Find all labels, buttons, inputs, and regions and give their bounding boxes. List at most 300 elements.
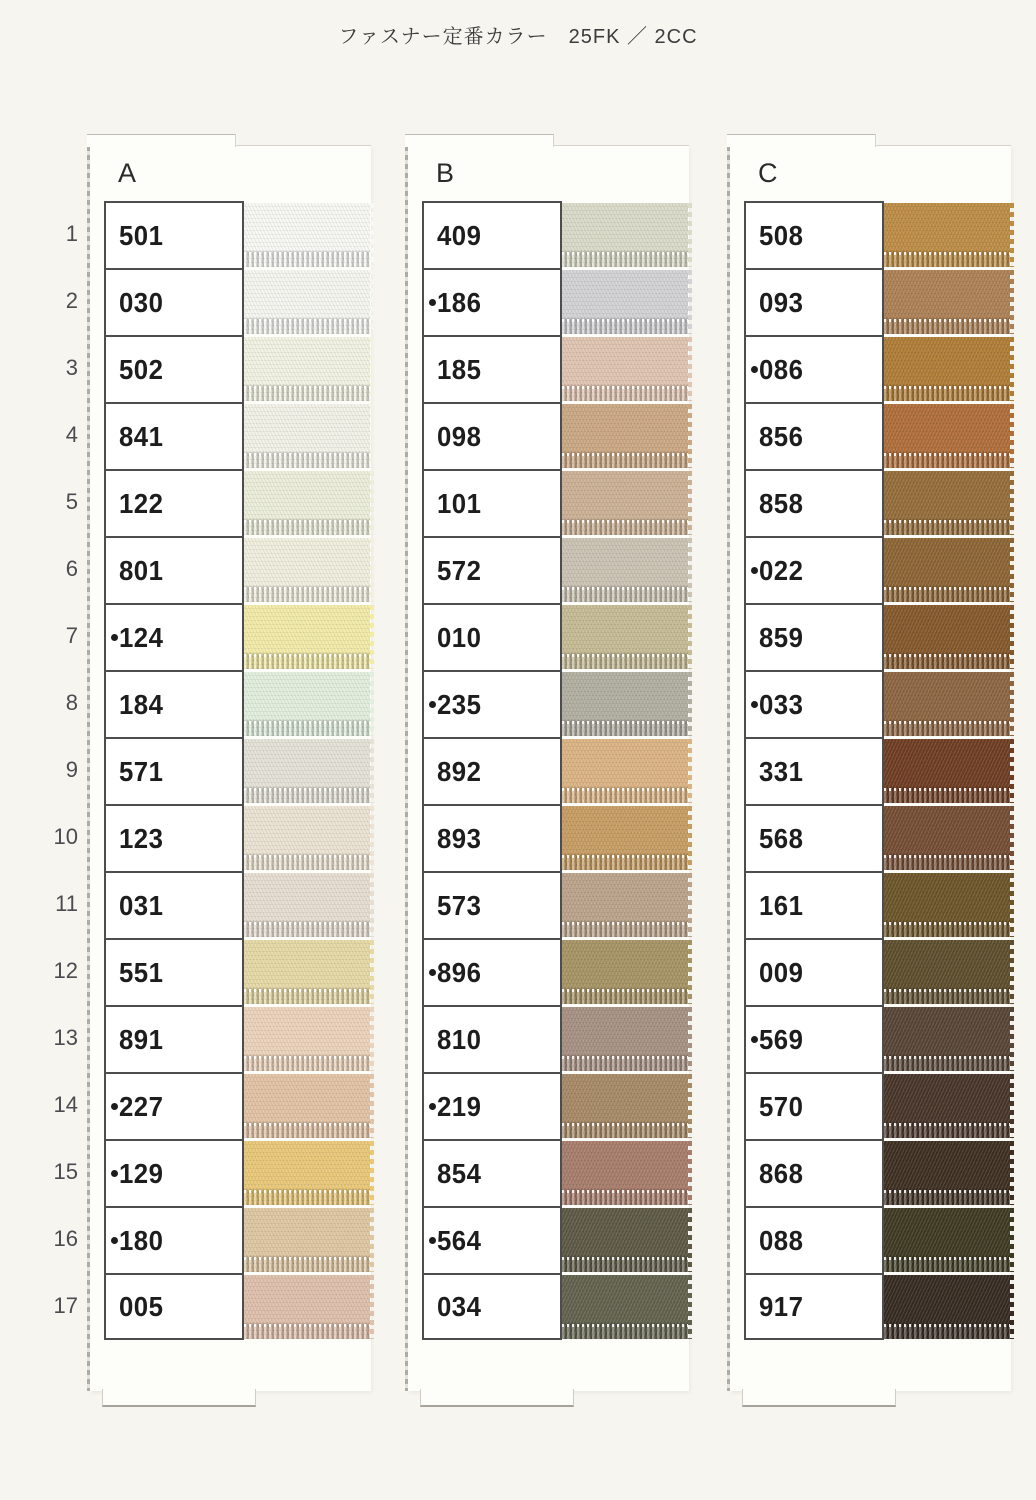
zipper-tape <box>884 940 1010 1004</box>
code-cell <box>744 402 884 469</box>
fabric-swatch <box>562 603 688 670</box>
swatch-row <box>422 536 688 603</box>
code-cell <box>422 938 562 1005</box>
color-code: 098 <box>437 420 482 452</box>
code-cell <box>744 1072 884 1139</box>
row-number: 8 <box>65 689 78 715</box>
fabric-swatch <box>562 536 688 603</box>
swatch-row <box>422 804 688 871</box>
card-bottom-tab <box>742 1389 896 1407</box>
dot-marker <box>751 567 758 574</box>
code-cell <box>422 469 562 536</box>
fabric-swatch <box>244 1139 370 1206</box>
row-number: 12 <box>53 957 78 983</box>
swatch-row <box>744 737 1010 804</box>
code-cell <box>422 1206 562 1273</box>
column-letter: B <box>436 158 455 188</box>
fabric-swatch <box>244 804 370 871</box>
code-cell <box>104 1072 244 1139</box>
fabric-swatch <box>244 1273 370 1340</box>
dot-marker <box>429 299 436 306</box>
fabric-swatch <box>562 201 688 268</box>
zipper-tape <box>884 1074 1010 1138</box>
code-cell <box>422 737 562 804</box>
color-code: 227 <box>119 1090 164 1122</box>
fabric-swatch <box>244 268 370 335</box>
swatch-row <box>744 1273 1010 1340</box>
zipper-tape <box>244 404 370 468</box>
code-cell <box>744 469 884 536</box>
swatch-row <box>422 201 688 268</box>
dot-marker <box>429 1237 436 1244</box>
color-code: 891 <box>119 1023 164 1055</box>
row-number: 5 <box>65 488 78 514</box>
color-code: 186 <box>437 286 482 318</box>
zipper-tape <box>884 1208 1010 1272</box>
swatch-row <box>422 335 688 402</box>
column-letter: C <box>758 158 778 188</box>
swatch-row <box>744 1206 1010 1273</box>
row-number: 16 <box>53 1225 78 1251</box>
row-number: 17 <box>53 1292 78 1318</box>
fabric-swatch <box>562 469 688 536</box>
zipper-tape <box>884 1007 1010 1071</box>
zipper-tape <box>884 1275 1010 1339</box>
code-cell <box>744 1273 884 1340</box>
color-code: 858 <box>759 487 804 519</box>
color-code: 124 <box>119 621 164 653</box>
zipper-tape <box>562 538 688 602</box>
swatch-row <box>744 670 1010 737</box>
swatch-row <box>422 1072 688 1139</box>
code-cell <box>422 536 562 603</box>
color-code: 161 <box>759 889 804 921</box>
color-code: 235 <box>437 688 482 720</box>
row-number: 4 <box>65 421 78 447</box>
swatch-row <box>104 402 370 469</box>
zipper-tape <box>244 337 370 401</box>
color-code: 570 <box>759 1090 804 1122</box>
row-number: 10 <box>53 823 78 849</box>
swatch-row <box>422 402 688 469</box>
color-code: 569 <box>759 1023 804 1055</box>
fabric-swatch <box>562 402 688 469</box>
fabric-swatch <box>562 1005 688 1072</box>
color-code: 093 <box>759 286 804 318</box>
row-number: 15 <box>53 1158 78 1184</box>
row-number: 14 <box>53 1091 78 1117</box>
color-code: 180 <box>119 1224 164 1256</box>
code-cell <box>104 469 244 536</box>
code-cell <box>104 1273 244 1340</box>
swatch-row <box>744 603 1010 670</box>
code-cell <box>104 871 244 938</box>
dot-marker <box>111 634 118 641</box>
fabric-swatch <box>884 1072 1010 1139</box>
zipper-tape <box>244 806 370 870</box>
fabric-swatch <box>884 871 1010 938</box>
fabric-swatch <box>884 402 1010 469</box>
code-cell <box>104 402 244 469</box>
swatch-row <box>422 737 688 804</box>
code-cell <box>744 737 884 804</box>
card-top-tab <box>727 134 876 147</box>
fabric-swatch <box>562 268 688 335</box>
swatch-row <box>104 1005 370 1072</box>
row-number: 11 <box>55 890 78 916</box>
color-code: 010 <box>437 621 482 653</box>
zipper-tape <box>244 1007 370 1071</box>
code-cell <box>422 1005 562 1072</box>
fabric-swatch <box>884 335 1010 402</box>
swatch-row <box>744 536 1010 603</box>
zipper-tape <box>884 806 1010 870</box>
sample-card-c <box>730 145 1011 1391</box>
fabric-swatch <box>244 1072 370 1139</box>
dot-marker <box>429 969 436 976</box>
code-cell <box>744 536 884 603</box>
sample-card-b <box>408 145 689 1391</box>
zipper-tape <box>244 1275 370 1339</box>
row-number: 7 <box>65 622 78 648</box>
swatch-row <box>422 603 688 670</box>
code-cell <box>422 1139 562 1206</box>
swatch-row <box>744 871 1010 938</box>
card-top-tab <box>87 134 236 147</box>
fabric-swatch <box>884 536 1010 603</box>
code-cell <box>422 268 562 335</box>
code-cell <box>104 1206 244 1273</box>
fabric-swatch <box>562 1139 688 1206</box>
swatch-row <box>104 335 370 402</box>
code-cell <box>104 1139 244 1206</box>
fabric-swatch <box>244 1206 370 1273</box>
fabric-swatch <box>244 402 370 469</box>
code-cell <box>104 603 244 670</box>
color-code: 810 <box>437 1023 482 1055</box>
fabric-swatch <box>884 938 1010 1005</box>
dot-marker <box>111 1237 118 1244</box>
code-cell <box>104 335 244 402</box>
swatch-row <box>744 1139 1010 1206</box>
color-code: 185 <box>437 353 482 385</box>
color-code: 801 <box>119 554 164 586</box>
dot-marker <box>751 366 758 373</box>
dot-marker <box>751 1036 758 1043</box>
color-code: 893 <box>437 822 482 854</box>
zipper-tape <box>244 672 370 736</box>
code-cell <box>104 268 244 335</box>
swatch-row <box>422 1273 688 1340</box>
color-code: 573 <box>437 889 482 921</box>
swatch-row <box>744 201 1010 268</box>
zipper-tape <box>244 270 370 334</box>
swatch-table <box>104 201 370 1340</box>
swatch-row <box>422 268 688 335</box>
code-cell <box>744 1139 884 1206</box>
fabric-swatch <box>244 536 370 603</box>
fabric-swatch <box>562 871 688 938</box>
row-number: 13 <box>53 1024 78 1050</box>
color-code: 409 <box>437 219 482 251</box>
color-code: 331 <box>759 755 804 787</box>
fabric-swatch <box>244 603 370 670</box>
fabric-swatch <box>562 938 688 1005</box>
swatch-row <box>104 670 370 737</box>
swatch-row <box>104 1206 370 1273</box>
swatch-row <box>104 536 370 603</box>
color-code: 009 <box>759 956 804 988</box>
code-cell <box>744 201 884 268</box>
code-cell <box>744 1206 884 1273</box>
swatch-row <box>744 1072 1010 1139</box>
zipper-tape <box>562 873 688 937</box>
swatch-row <box>104 603 370 670</box>
zipper-tape <box>884 605 1010 669</box>
zipper-tape <box>562 672 688 736</box>
code-cell <box>104 670 244 737</box>
code-cell <box>744 268 884 335</box>
zipper-tape <box>562 1141 688 1205</box>
zipper-tape <box>884 203 1010 267</box>
code-cell <box>104 737 244 804</box>
zipper-tape <box>884 739 1010 803</box>
fabric-swatch <box>244 201 370 268</box>
swatch-table <box>744 201 1010 1340</box>
swatch-row <box>422 469 688 536</box>
swatch-row <box>104 201 370 268</box>
color-code: 184 <box>119 688 164 720</box>
color-code: 005 <box>119 1290 164 1322</box>
swatch-row <box>104 1072 370 1139</box>
zipper-tape <box>562 806 688 870</box>
zipper-tape <box>884 672 1010 736</box>
fabric-swatch <box>884 670 1010 737</box>
zipper-tape <box>244 203 370 267</box>
color-code: 508 <box>759 219 804 251</box>
swatch-row <box>104 804 370 871</box>
code-cell <box>422 1072 562 1139</box>
color-code: 101 <box>437 487 482 519</box>
zipper-tape <box>884 538 1010 602</box>
color-code: 123 <box>119 822 164 854</box>
color-code: 122 <box>119 487 164 519</box>
row-number: 6 <box>65 555 78 581</box>
color-code: 129 <box>119 1157 164 1189</box>
swatch-row <box>422 871 688 938</box>
code-cell <box>104 536 244 603</box>
swatch-row <box>104 469 370 536</box>
code-cell <box>104 201 244 268</box>
fabric-swatch <box>562 1072 688 1139</box>
zipper-tape <box>244 1208 370 1272</box>
zipper-tape <box>884 1141 1010 1205</box>
code-cell <box>104 938 244 1005</box>
swatch-row <box>744 268 1010 335</box>
zipper-tape <box>884 270 1010 334</box>
zipper-tape <box>244 739 370 803</box>
fabric-swatch <box>244 938 370 1005</box>
code-cell <box>422 335 562 402</box>
code-cell <box>744 804 884 871</box>
zipper-tape <box>884 337 1010 401</box>
card-bottom-tab <box>420 1389 574 1407</box>
code-cell <box>744 335 884 402</box>
swatch-row <box>104 737 370 804</box>
swatch-row <box>422 1005 688 1072</box>
swatch-row <box>104 871 370 938</box>
fabric-swatch <box>562 737 688 804</box>
swatch-row <box>744 804 1010 871</box>
code-cell <box>104 1005 244 1072</box>
code-cell <box>422 201 562 268</box>
zipper-tape <box>562 404 688 468</box>
code-cell <box>744 1005 884 1072</box>
zipper-tape <box>562 203 688 267</box>
zipper-tape <box>244 538 370 602</box>
code-cell <box>422 804 562 871</box>
code-cell <box>422 670 562 737</box>
color-code: 034 <box>437 1290 482 1322</box>
fabric-swatch <box>244 335 370 402</box>
dot-marker <box>111 1103 118 1110</box>
fabric-swatch <box>244 670 370 737</box>
color-code: 572 <box>437 554 482 586</box>
swatch-row <box>104 938 370 1005</box>
row-number: 2 <box>65 287 78 313</box>
swatch-row <box>422 938 688 1005</box>
fabric-swatch <box>244 469 370 536</box>
page-title: ファスナー定番カラー 25FK ／ 2CC <box>338 26 698 48</box>
fabric-swatch <box>562 804 688 871</box>
color-code: 031 <box>119 889 164 921</box>
zipper-tape <box>884 873 1010 937</box>
zipper-tape <box>562 1074 688 1138</box>
fabric-swatch <box>562 670 688 737</box>
code-cell <box>744 938 884 1005</box>
fabric-swatch <box>884 737 1010 804</box>
swatch-row <box>104 1273 370 1340</box>
swatch-row <box>744 1005 1010 1072</box>
swatch-row <box>422 1139 688 1206</box>
row-number: 1 <box>65 220 78 246</box>
zipper-tape <box>244 873 370 937</box>
fabric-swatch <box>884 268 1010 335</box>
swatch-row <box>104 1139 370 1206</box>
zipper-tape <box>562 739 688 803</box>
fabric-swatch <box>884 1273 1010 1340</box>
column-letter: A <box>118 158 137 188</box>
zipper-tape <box>562 270 688 334</box>
color-code: 854 <box>437 1157 482 1189</box>
card-top-tab <box>405 134 554 147</box>
fabric-swatch <box>884 1206 1010 1273</box>
color-code: 088 <box>759 1224 804 1256</box>
swatch-row <box>104 268 370 335</box>
swatch-row <box>744 938 1010 1005</box>
color-code: 033 <box>759 688 804 720</box>
zipper-tape <box>244 471 370 535</box>
zipper-tape <box>244 1074 370 1138</box>
zipper-tape <box>562 940 688 1004</box>
color-code: 501 <box>119 219 164 251</box>
zipper-tape <box>244 605 370 669</box>
color-code: 917 <box>759 1290 804 1322</box>
color-code: 856 <box>759 420 804 452</box>
fabric-swatch <box>244 871 370 938</box>
color-code: 568 <box>759 822 804 854</box>
zipper-tape <box>884 404 1010 468</box>
dot-marker <box>111 1170 118 1177</box>
color-code: 551 <box>119 956 164 988</box>
fabric-swatch <box>884 1005 1010 1072</box>
code-cell <box>744 871 884 938</box>
fabric-swatch <box>884 469 1010 536</box>
fabric-swatch <box>884 603 1010 670</box>
zipper-tape <box>562 1007 688 1071</box>
dot-marker <box>429 701 436 708</box>
swatch-row <box>422 1206 688 1273</box>
zipper-tape <box>562 605 688 669</box>
color-code: 502 <box>119 353 164 385</box>
zipper-tape <box>244 940 370 1004</box>
row-number-gutter <box>44 200 78 1339</box>
fabric-swatch <box>244 1005 370 1072</box>
code-cell <box>744 670 884 737</box>
color-code: 859 <box>759 621 804 653</box>
fabric-swatch <box>884 804 1010 871</box>
color-code: 892 <box>437 755 482 787</box>
sample-card-a <box>90 145 371 1391</box>
row-number: 3 <box>65 354 78 380</box>
fabric-swatch <box>884 1139 1010 1206</box>
color-code: 219 <box>437 1090 482 1122</box>
swatch-row <box>744 402 1010 469</box>
color-code: 896 <box>437 956 482 988</box>
color-code: 086 <box>759 353 804 385</box>
zipper-tape <box>562 1208 688 1272</box>
zipper-tape <box>244 1141 370 1205</box>
fabric-swatch <box>244 737 370 804</box>
color-code: 564 <box>437 1224 482 1256</box>
swatch-row <box>422 670 688 737</box>
color-code: 022 <box>759 554 804 586</box>
code-cell <box>422 603 562 670</box>
card-bottom-tab <box>102 1389 256 1407</box>
color-code: 868 <box>759 1157 804 1189</box>
color-code: 571 <box>119 755 164 787</box>
code-cell <box>422 871 562 938</box>
dot-marker <box>751 701 758 708</box>
code-cell <box>744 603 884 670</box>
swatch-row <box>744 469 1010 536</box>
fabric-swatch <box>562 335 688 402</box>
fabric-swatch <box>884 201 1010 268</box>
code-cell <box>422 1273 562 1340</box>
code-cell <box>104 804 244 871</box>
zipper-tape <box>562 337 688 401</box>
swatch-table <box>422 201 688 1340</box>
swatch-row <box>744 335 1010 402</box>
color-code: 841 <box>119 420 164 452</box>
zipper-tape <box>562 1275 688 1339</box>
code-cell <box>422 402 562 469</box>
dot-marker <box>429 1103 436 1110</box>
fabric-swatch <box>562 1273 688 1340</box>
color-code: 030 <box>119 286 164 318</box>
row-number: 9 <box>65 756 78 782</box>
zipper-tape <box>884 471 1010 535</box>
